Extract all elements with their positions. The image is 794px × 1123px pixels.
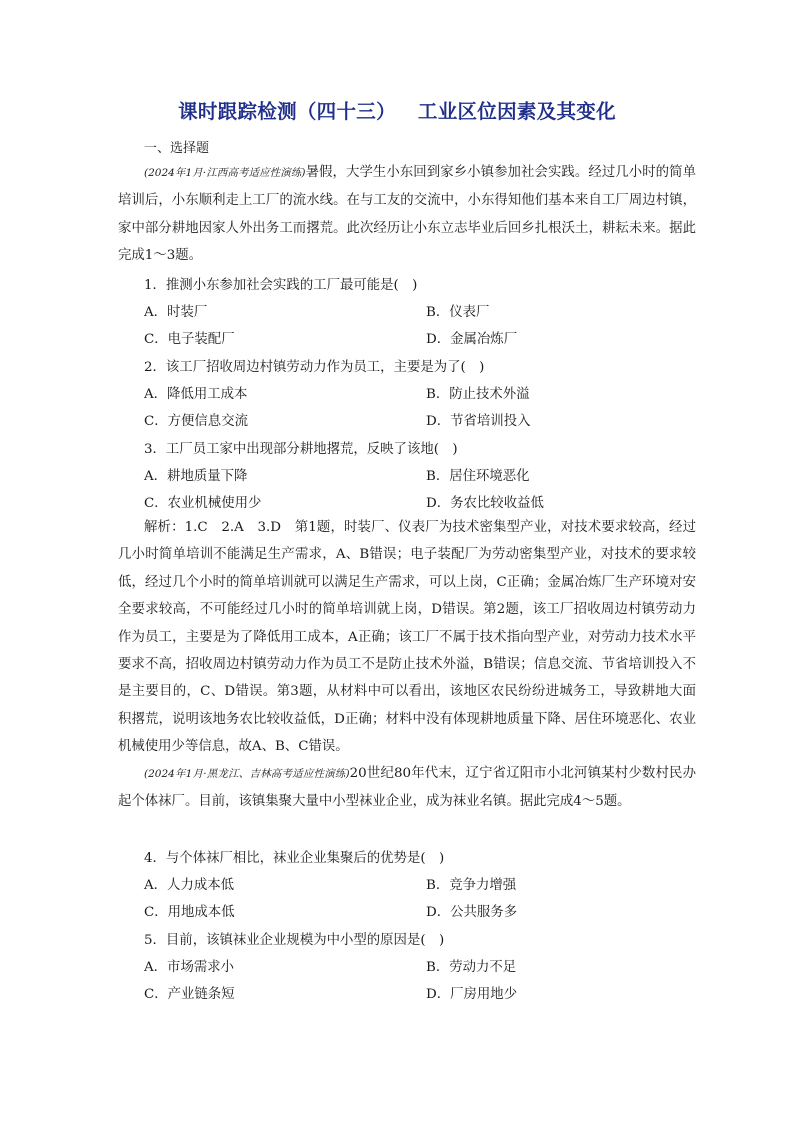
question-3-option-a: A．耕地质量下降	[144, 469, 248, 484]
question-1-option-c: C．电子装配厂	[144, 332, 235, 347]
question-1-option-d: D．金属冶炼厂	[426, 332, 518, 347]
title-main: 课时跟踪检测（四十三）	[178, 100, 396, 123]
question-5-option-c: C．产业链条短	[144, 987, 235, 1002]
analysis-block	[118, 514, 696, 761]
question-2-option-a: A．降低用工成本	[144, 387, 248, 402]
passage-2-source: (2024年1月·黑龙江、吉林高考适应性演练)	[144, 768, 350, 780]
question-3-option-d: D．务农比较收益低	[426, 496, 544, 511]
question-4-option-a: A．人力成本低	[144, 878, 235, 893]
page-title	[0, 96, 794, 124]
question-2-stem: 2．该工厂招收周边村镇劳动力作为员工，主要是为了( )	[144, 360, 485, 375]
question-3-stem: 3．工厂员工家中出现部分耕地撂荒，反映了该地( )	[144, 442, 458, 457]
question-4-stem: 4．与个体袜厂相比，袜业企业集聚后的优势是( )	[144, 851, 445, 866]
question-4-option-d: D．公共服务多	[426, 905, 518, 920]
question-3-option-b: B．居住环境恶化	[426, 469, 530, 484]
question-4-option-c: C．用地成本低	[144, 905, 235, 920]
question-5-stem: 5．目前，该镇袜业企业规模为中小型的原因是( )	[144, 933, 445, 948]
question-2-option-d: D．节省培训投入	[426, 414, 531, 429]
question-5-option-a: A．市场需求小	[144, 960, 235, 975]
question-2-option-c: C．方便信息交流	[144, 414, 248, 429]
question-4-option-b: B．竞争力增强	[426, 878, 517, 893]
analysis-text: 解析：1.C 2.A 3.D 第1题，时装厂、仪表厂为技术密集型产业，对技术要求较高，经过几小时简单培训不能满足生产需求，A、B错误；电子装配厂为劳动密集型产业，对技术的要求较低，经过几个小时的简单培训就可以满足生产需求，可以上岗，C正确；金属冶炼厂生产环境对安全要求较高，不可能经过几小时的简单培训就上岗，D错误。第2题，该工厂招收周边村镇劳动力作为员工，主要是为了降低用工成本，A正确；该工厂不属于技术指向型产业，对劳动力技术水平要求不高，招收周边村镇劳动力作为员工不是防止技术外溢，B错误；信息交流、节省培训投入不是主要目的，C、D错误。第3题，从材料中可以看出，该地区农民纷纷进城务工，导致耕地大面积撂荒，说明该地务农比较收益低，D正确；材料中没有体现耕地质量下降、居住环境恶化、农业机械使用少等信息，故A、B、C错误。	[118, 520, 696, 755]
title-sub: 工业区位因素及其变化	[417, 100, 616, 123]
passage-2	[118, 760, 696, 816]
question-1-option-a: A．时装厂	[144, 305, 208, 320]
passage-1	[118, 159, 696, 270]
question-1-stem: 1．推测小东参加社会实践的工厂最可能是( )	[144, 278, 418, 293]
passage-2-text: 20世纪80年代末，辽宁省辽阳市小北河镇某村少数村民办起个体袜厂。目前，该镇集聚大量中小型袜业企业，成为袜业名镇。据此完成4～5题。	[118, 766, 697, 810]
passage-1-source: (2024年1月·江西高考适应性演练)	[144, 167, 306, 179]
question-5-option-b: B．劳动力不足	[426, 960, 517, 975]
question-2-option-b: B．防止技术外溢	[426, 387, 530, 402]
question-3-option-c: C．农业机械使用少	[144, 496, 262, 511]
question-1-option-b: B．仪表厂	[426, 305, 490, 320]
section-heading: 一、选择题	[144, 141, 210, 156]
question-5-option-d: D．厂房用地少	[426, 987, 518, 1002]
passage-1-text: 暑假，大学生小东回到家乡小镇参加社会实践。经过几小时的简单培训后，小东顺利走上工厂的流水线。在与工友的交流中，小东得知他们基本来自工厂周边村镇，家中部分耕地因家人外出务工而撂荒。此次经历让小东立志毕业后回乡扎根沃土，耕耘未来。据此完成1～3题。	[118, 165, 697, 264]
